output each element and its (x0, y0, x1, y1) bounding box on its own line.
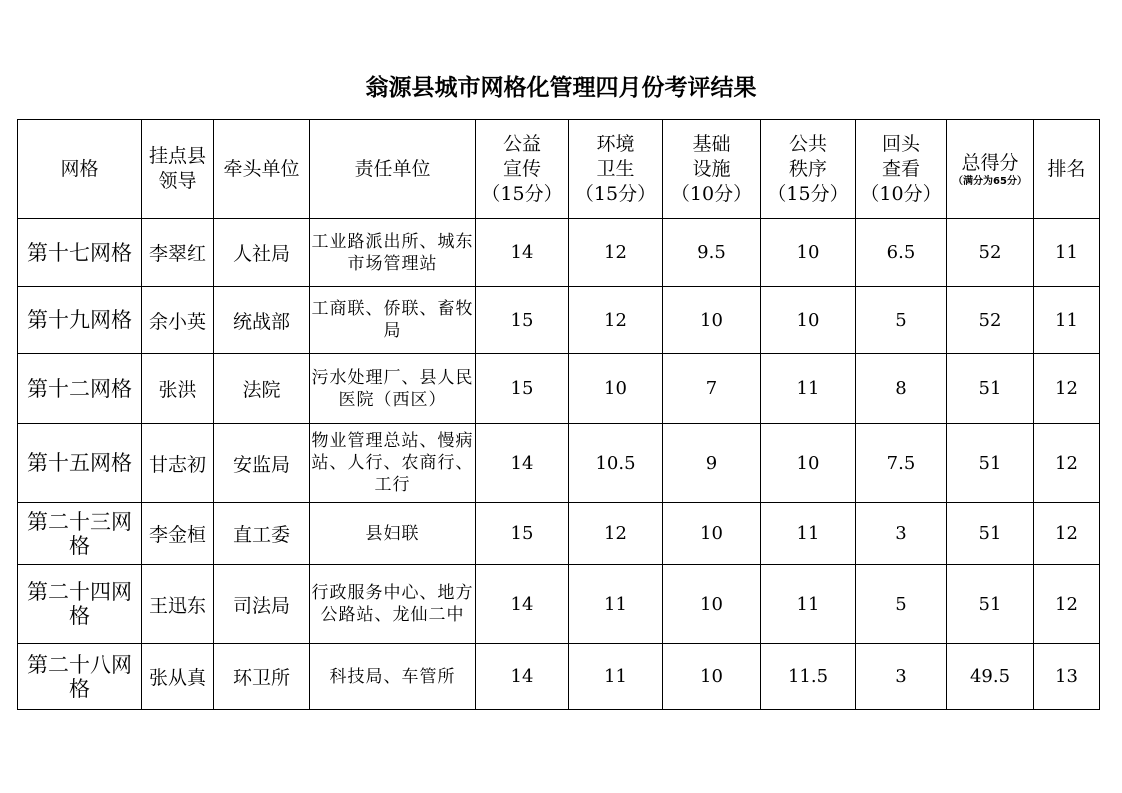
cell-score: 14 (476, 424, 569, 503)
cell-total: 51 (947, 424, 1034, 503)
cell-score: 3 (856, 644, 947, 710)
cell-lead-unit: 安监局 (214, 424, 310, 503)
cell-score: 10 (663, 644, 761, 710)
cell-rank: 12 (1034, 503, 1100, 565)
cell-lead-unit: 直工委 (214, 503, 310, 565)
cell-lead-unit: 法院 (214, 354, 310, 424)
header-total-note: （满分为65分） (953, 175, 1027, 187)
cell-resp-unit: 工业路派出所、城东市场管理站 (310, 219, 476, 287)
cell-total: 52 (947, 219, 1034, 287)
cell-grid: 第十七网格 (18, 219, 142, 287)
cell-grid: 第二十八网格 (18, 644, 142, 710)
cell-lead-unit: 司法局 (214, 565, 310, 644)
header-infrastructure: 基础 设施 （10分） (663, 120, 761, 219)
cell-score: 9 (663, 424, 761, 503)
cell-score: 15 (476, 503, 569, 565)
cell-resp-unit: 行政服务中心、地方公路站、龙仙二中 (310, 565, 476, 644)
cell-score: 11 (569, 644, 663, 710)
cell-score: 14 (476, 644, 569, 710)
cell-score: 10 (761, 219, 856, 287)
table-row (18, 565, 1100, 644)
cell-score: 11.5 (761, 644, 856, 710)
header-lead-unit: 牵头单位 (214, 120, 310, 219)
header-public-promotion: 公益 宣传 （15分） (476, 120, 569, 219)
cell-rank: 11 (1034, 219, 1100, 287)
header-grid: 网格 (18, 120, 142, 219)
cell-total: 51 (947, 354, 1034, 424)
cell-lead-unit: 环卫所 (214, 644, 310, 710)
table-row (18, 424, 1100, 503)
table-row (18, 644, 1100, 710)
cell-lead-unit: 人社局 (214, 219, 310, 287)
header-total: 总得分 （满分为65分） (947, 120, 1034, 219)
table-header-row (18, 120, 1100, 219)
cell-score: 11 (761, 503, 856, 565)
header-leader: 挂点县 领导 (142, 120, 214, 219)
table-row (18, 354, 1100, 424)
cell-score: 14 (476, 219, 569, 287)
cell-leader: 张从真 (142, 644, 214, 710)
score-table (17, 119, 1100, 710)
cell-leader: 李翠红 (142, 219, 214, 287)
cell-grid: 第十二网格 (18, 354, 142, 424)
cell-total: 51 (947, 503, 1034, 565)
cell-leader: 张洪 (142, 354, 214, 424)
cell-rank: 13 (1034, 644, 1100, 710)
cell-score: 7 (663, 354, 761, 424)
cell-score: 14 (476, 565, 569, 644)
cell-leader: 王迅东 (142, 565, 214, 644)
cell-rank: 12 (1034, 424, 1100, 503)
table-row (18, 503, 1100, 565)
cell-score: 10.5 (569, 424, 663, 503)
cell-score: 11 (569, 565, 663, 644)
cell-rank: 11 (1034, 287, 1100, 354)
cell-score: 11 (761, 354, 856, 424)
cell-rank: 12 (1034, 565, 1100, 644)
cell-total: 49.5 (947, 644, 1034, 710)
cell-total: 51 (947, 565, 1034, 644)
cell-score: 10 (569, 354, 663, 424)
cell-leader: 甘志初 (142, 424, 214, 503)
cell-total: 52 (947, 287, 1034, 354)
cell-grid: 第十五网格 (18, 424, 142, 503)
cell-rank: 12 (1034, 354, 1100, 424)
cell-score: 10 (663, 503, 761, 565)
cell-score: 10 (663, 565, 761, 644)
cell-score: 12 (569, 503, 663, 565)
cell-score: 15 (476, 287, 569, 354)
cell-grid: 第二十三网格 (18, 503, 142, 565)
cell-score: 8 (856, 354, 947, 424)
cell-resp-unit: 工商联、侨联、畜牧局 (310, 287, 476, 354)
header-recheck: 回头 查看 （10分） (856, 120, 947, 219)
header-rank: 排名 (1034, 120, 1100, 219)
cell-leader: 李金桓 (142, 503, 214, 565)
cell-score: 12 (569, 219, 663, 287)
cell-score: 10 (761, 424, 856, 503)
cell-score: 10 (761, 287, 856, 354)
cell-score: 9.5 (663, 219, 761, 287)
cell-resp-unit: 科技局、车管所 (310, 644, 476, 710)
header-environment: 环境 卫生 （15分） (569, 120, 663, 219)
cell-lead-unit: 统战部 (214, 287, 310, 354)
cell-score: 5 (856, 287, 947, 354)
cell-leader: 余小英 (142, 287, 214, 354)
cell-resp-unit: 污水处理厂、县人民医院（西区） (310, 354, 476, 424)
cell-score: 12 (569, 287, 663, 354)
cell-score: 3 (856, 503, 947, 565)
cell-resp-unit: 物业管理总站、慢病站、人行、农商行、工行 (310, 424, 476, 503)
header-public-order: 公共 秩序 （15分） (761, 120, 856, 219)
page-title: 翁源县城市网格化管理四月份考评结果 (365, 75, 757, 101)
cell-score: 10 (663, 287, 761, 354)
cell-score: 15 (476, 354, 569, 424)
header-resp-unit: 责任单位 (310, 120, 476, 219)
cell-grid: 第二十四网格 (18, 565, 142, 644)
table-row (18, 219, 1100, 287)
cell-grid: 第十九网格 (18, 287, 142, 354)
cell-score: 11 (761, 565, 856, 644)
cell-resp-unit: 县妇联 (310, 503, 476, 565)
table-row (18, 287, 1100, 354)
cell-score: 6.5 (856, 219, 947, 287)
cell-score: 7.5 (856, 424, 947, 503)
cell-score: 5 (856, 565, 947, 644)
